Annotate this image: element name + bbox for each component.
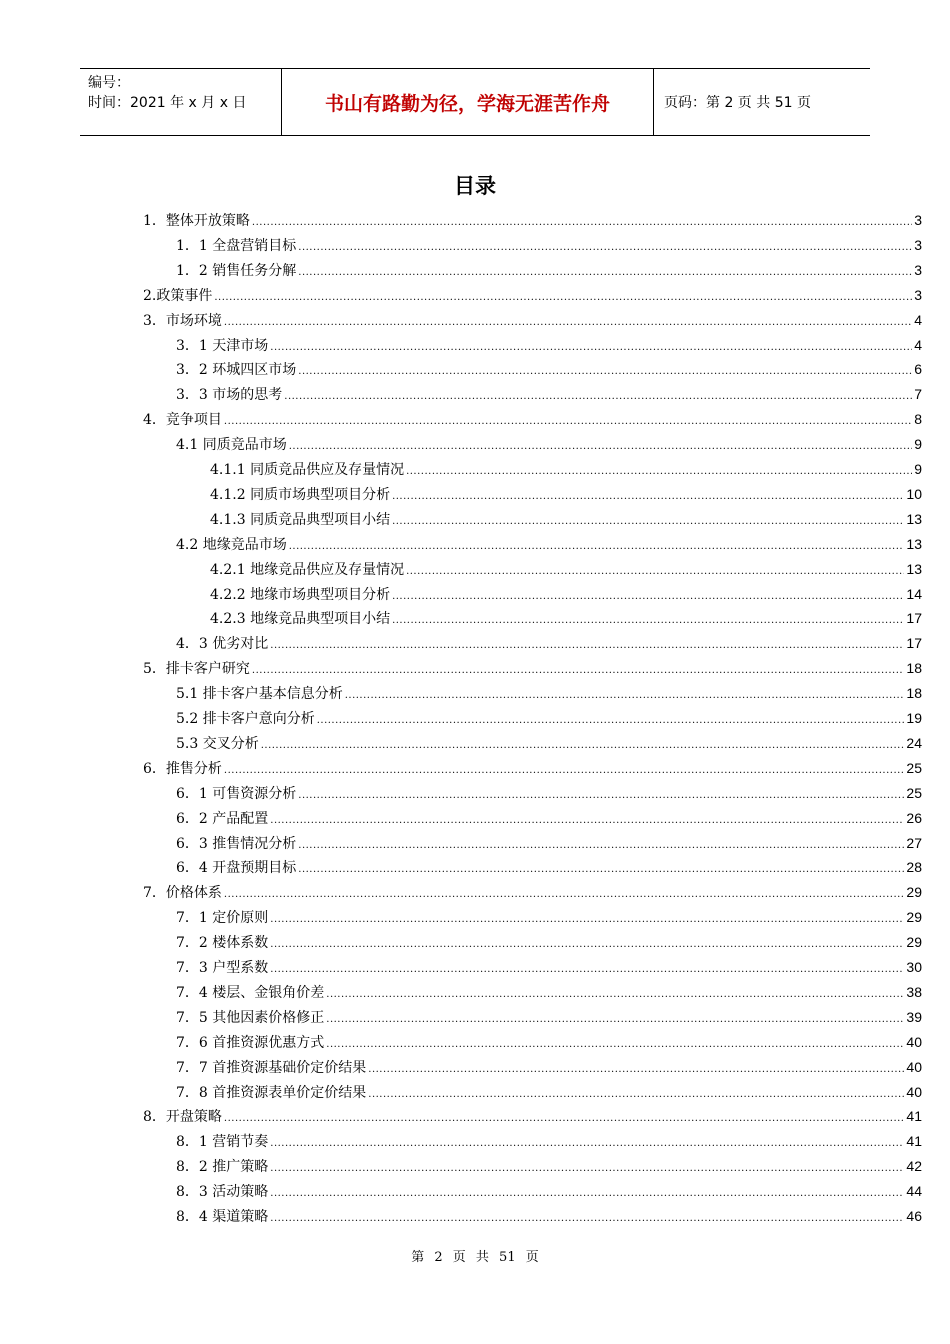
document-number-label: 编号：	[88, 75, 130, 91]
toc-leader-dots	[270, 956, 904, 983]
toc-leader-dots	[270, 807, 904, 834]
toc-entry-page: 13	[906, 560, 922, 577]
toc-entry[interactable]	[143, 880, 922, 905]
toc-entry-label: 6．1 可售资源分析	[176, 785, 297, 802]
toc-leader-dots	[298, 782, 904, 809]
page-header	[80, 68, 870, 136]
toc-entry[interactable]	[176, 1030, 922, 1055]
toc-entry-page: 30	[906, 959, 922, 975]
toc-entry[interactable]	[176, 532, 922, 557]
toc-entry-label: 5.3 交叉分析	[176, 735, 259, 752]
toc-entry[interactable]	[176, 681, 922, 706]
toc-entry[interactable]	[176, 382, 922, 407]
toc-entry-label: 5.2 排卡客户意向分析	[176, 711, 315, 727]
toc-entry-label: 8．开盘策略	[143, 1109, 222, 1126]
toc-entry-page: 24	[906, 734, 922, 751]
toc-entry[interactable]	[176, 806, 922, 831]
toc-entry-page: 7	[914, 386, 922, 403]
toc-entry[interactable]	[143, 308, 922, 333]
toc-leader-dots	[270, 1130, 904, 1157]
toc-entry-page: 44	[906, 1183, 922, 1200]
toc-entry-label: 5．排卡客户研究	[143, 661, 250, 678]
toc-entry[interactable]	[210, 582, 922, 607]
toc-entry-page: 40	[906, 1033, 922, 1050]
toc-entry-page: 29	[906, 934, 922, 951]
toc-entry-page: 42	[906, 1158, 922, 1175]
toc-leader-dots	[392, 483, 904, 510]
toc-entry-page: 10	[906, 485, 922, 502]
toc-entry-label: 8．4 渠道策略	[176, 1209, 269, 1225]
toc-entry[interactable]	[210, 557, 922, 582]
toc-entry[interactable]	[176, 930, 922, 955]
toc-entry[interactable]	[176, 955, 922, 980]
toc-leader-dots	[270, 1205, 904, 1232]
toc-leader-dots	[252, 657, 905, 684]
toc-entry-label: 3．3 市场的思考	[176, 387, 283, 404]
toc-entry-page: 3	[914, 212, 922, 228]
toc-entry-label: 7．6 首推资源优惠方式	[176, 1034, 325, 1051]
toc-entry-label: 4.1.1 同质竞品供应及存量情况	[210, 462, 405, 478]
toc-entry-label: 5.1 排卡客户基本信息分析	[176, 686, 343, 703]
header-page-info: 页码：第 2 页 共 51 页	[664, 95, 811, 111]
toc-entry[interactable]	[176, 1055, 922, 1080]
toc-entry-label: 3．2 环城四区市场	[176, 362, 297, 379]
toc-leader-dots	[368, 1081, 904, 1108]
toc-leader-dots	[270, 334, 912, 361]
toc-entry[interactable]	[176, 905, 922, 930]
toc-leader-dots	[289, 533, 905, 560]
toc-entry[interactable]	[143, 283, 922, 308]
toc-entry-label: 7．7 首推资源基础价定价结果	[176, 1059, 367, 1076]
toc-entry-label: 4.2.3 地缘竞品典型项目小结	[210, 611, 391, 628]
toc-entry-page: 27	[906, 834, 922, 851]
toc-entry-page: 13	[906, 535, 922, 552]
toc-entry-label: 4.1.2 同质市场典型项目分析	[210, 486, 391, 503]
toc-entry[interactable]	[176, 233, 922, 258]
toc-leader-dots	[261, 732, 905, 759]
toc-entry-label: 8．2 推广策略	[176, 1159, 269, 1176]
toc-entry[interactable]	[176, 731, 922, 756]
toc-entry-page: 46	[906, 1208, 922, 1224]
toc-leader-dots	[317, 707, 905, 734]
toc-leader-dots	[270, 931, 904, 958]
toc-entry-label: 4.2 地缘竞品市场	[176, 536, 287, 553]
toc-leader-dots	[368, 1056, 904, 1083]
toc-entry-page: 40	[906, 1058, 922, 1075]
toc-entry-label: 6．2 产品配置	[176, 810, 269, 827]
toc-entry[interactable]	[210, 482, 922, 507]
toc-entry-label: 7．价格体系	[143, 885, 222, 902]
toc-entry[interactable]	[176, 631, 922, 656]
toc-entry[interactable]	[176, 781, 922, 806]
toc-entry-label: 3．1 天津市场	[176, 337, 269, 354]
toc-entry[interactable]	[176, 706, 922, 731]
toc-entry-page: 28	[906, 859, 922, 876]
toc-entry-label: 1．2 销售任务分解	[176, 262, 297, 279]
toc-entry[interactable]	[176, 831, 922, 856]
toc-entry-label: 4．竞争项目	[143, 412, 222, 429]
toc-entry-page: 25	[906, 759, 922, 776]
toc-leader-dots	[406, 458, 912, 485]
toc-leader-dots	[224, 309, 912, 336]
toc-entry[interactable]	[210, 457, 922, 482]
toc-entry-page: 38	[906, 983, 922, 1000]
toc-entry[interactable]	[176, 357, 922, 382]
toc-leader-dots	[298, 259, 912, 286]
toc-leader-dots	[392, 607, 904, 634]
toc-leader-dots	[345, 682, 905, 709]
toc-leader-dots	[392, 583, 904, 610]
toc-entry[interactable]	[143, 208, 922, 233]
toc-entry-label: 7．2 楼体系数	[176, 935, 269, 952]
toc-leader-dots	[224, 757, 905, 784]
toc-entry[interactable]	[143, 756, 922, 781]
toc-leader-dots	[270, 906, 904, 933]
toc-entry-page: 18	[906, 660, 922, 677]
toc-entry-page: 29	[906, 884, 922, 901]
toc-entry-page: 25	[906, 784, 922, 801]
toc-entry[interactable]	[210, 507, 922, 532]
toc-entry[interactable]	[176, 258, 922, 283]
toc-leader-dots	[392, 508, 904, 535]
toc-entry-page: 9	[914, 461, 922, 477]
toc-leader-dots	[326, 1031, 904, 1058]
toc-leader-dots	[298, 832, 904, 859]
toc-entry-label: 7．4 楼层、金银角价差	[176, 984, 325, 1001]
toc-entry-label: 1．整体开放策略	[143, 213, 250, 229]
toc-title: 目录	[454, 174, 496, 198]
toc-entry-page: 17	[906, 610, 922, 627]
toc-leader-dots	[270, 1155, 904, 1182]
toc-entry-label: 8．1 营销节奏	[176, 1134, 269, 1151]
toc-entry-label: 4.2.2 地缘市场典型项目分析	[210, 586, 391, 603]
toc-entry-page: 9	[914, 436, 922, 453]
toc-entry[interactable]	[176, 1154, 922, 1179]
toc-entry-label: 3．市场环境	[143, 312, 222, 329]
toc-leader-dots	[284, 383, 912, 410]
toc-entry-page: 39	[906, 1008, 922, 1025]
toc-entry-label: 7．8 首推资源表单价定价结果	[176, 1084, 367, 1101]
toc-leader-dots	[326, 981, 904, 1008]
toc-leader-dots	[270, 1180, 904, 1207]
toc-entry-page: 3	[914, 236, 922, 253]
toc-entry-page: 41	[906, 1108, 922, 1125]
toc-entry-page: 29	[906, 909, 922, 926]
toc-entry-page: 14	[906, 585, 922, 602]
toc-entry-page: 18	[906, 685, 922, 702]
toc-entry-label: 6．4 开盘预期目标	[176, 860, 297, 877]
toc-entry[interactable]	[176, 980, 922, 1005]
toc-leader-dots	[326, 1006, 904, 1033]
toc-entry-label: 7．1 定价原则	[176, 910, 269, 927]
header-motto: 书山有路勤为径，学海无涯苦作舟	[282, 69, 654, 135]
toc-entry-page: 3	[914, 261, 922, 278]
toc-entry-label: 8．3 活动策略	[176, 1184, 269, 1201]
toc-entry-page: 26	[906, 809, 922, 826]
toc-leader-dots	[406, 558, 904, 585]
toc-entry-page: 3	[914, 286, 922, 303]
toc-entry[interactable]	[143, 656, 922, 681]
toc-leader-dots	[252, 209, 912, 236]
toc-entry-page: 19	[906, 710, 922, 726]
toc-leader-dots	[298, 358, 912, 385]
toc-entry-page: 8	[914, 411, 922, 428]
header-meta	[80, 69, 282, 135]
toc-entry-page: 40	[906, 1083, 922, 1100]
toc-entry[interactable]	[176, 1005, 922, 1030]
toc-entry-label: 4．3 优劣对比	[176, 636, 269, 653]
toc-entry-page: 4	[914, 336, 922, 353]
toc-leader-dots	[270, 632, 904, 659]
toc-entry-page: 17	[906, 635, 922, 652]
toc-entry-page: 13	[906, 510, 922, 527]
toc-entry-page: 41	[906, 1133, 922, 1150]
toc-leader-dots	[224, 1105, 905, 1132]
toc-entry-label: 7．3 户型系数	[176, 960, 269, 976]
toc-leader-dots	[224, 881, 905, 908]
toc-entry-label: 6．3 推售情况分析	[176, 835, 297, 852]
toc-entry-page: 6	[914, 361, 922, 378]
toc-leader-dots	[214, 284, 912, 311]
toc-entry[interactable]	[143, 407, 922, 432]
toc-entry-label: 4.1 同质竞品市场	[176, 437, 287, 454]
toc-entry[interactable]	[143, 1104, 922, 1129]
toc-entry-label: 6．推售分析	[143, 760, 222, 777]
toc-entry-label: 4.1.3 同质竞品典型项目小结	[210, 511, 391, 528]
toc-leader-dots	[289, 433, 912, 460]
toc-entry[interactable]	[176, 1179, 922, 1204]
toc-entry-label: 1．1 全盘营销目标	[176, 237, 297, 254]
toc-entry[interactable]	[176, 333, 922, 358]
toc-entry[interactable]	[176, 1080, 922, 1105]
toc-leader-dots	[298, 856, 904, 883]
toc-entry-label: 7．5 其他因素价格修正	[176, 1009, 325, 1026]
toc-entry[interactable]	[210, 606, 922, 631]
toc-leader-dots	[298, 234, 912, 261]
document-date-label: 时间：2021 年 x 月 x 日	[88, 95, 247, 111]
toc-leader-dots	[224, 408, 912, 435]
page-footer: 第 2 页 共 51 页	[411, 1250, 539, 1265]
toc-entry[interactable]	[176, 855, 922, 880]
toc-entry[interactable]	[176, 1129, 922, 1154]
toc-entry[interactable]	[176, 1204, 922, 1229]
toc-entry-label: 4.2.1 地缘竞品供应及存量情况	[210, 561, 405, 578]
toc-entry-label: 2.政策事件	[143, 287, 213, 304]
toc-entry-page: 4	[914, 311, 922, 328]
toc-entry[interactable]	[176, 432, 922, 457]
